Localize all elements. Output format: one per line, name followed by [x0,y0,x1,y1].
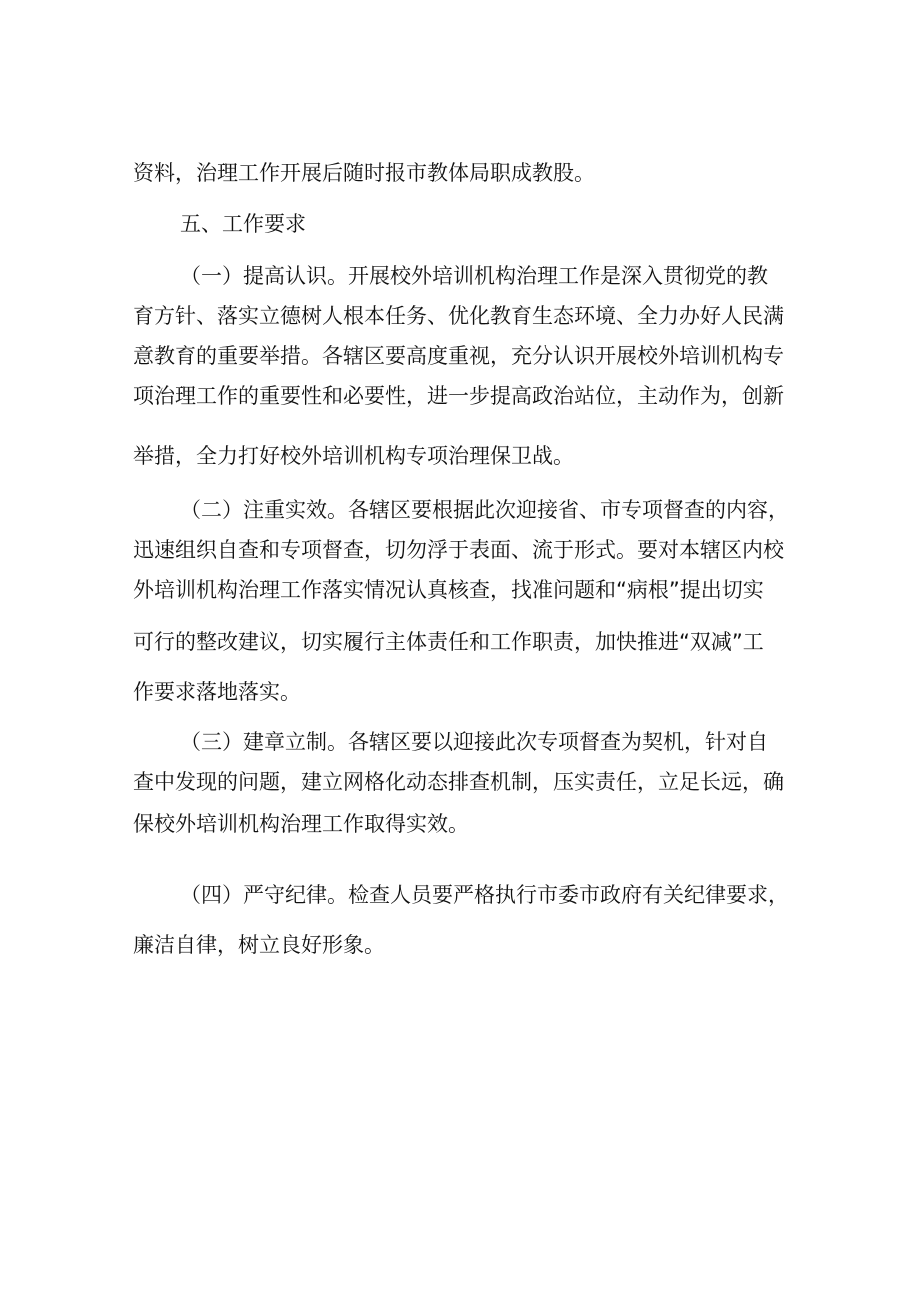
item-1-line-2: 育方针、落实立德树人根本任务、优化教育生态环境、全力办好人民满 [133,304,784,328]
text-line: 资料，治理工作开展后随时报市教体局职成教股。 [133,161,595,185]
section-heading: 五、工作要求 [180,212,306,236]
item-1-line-3: 意教育的重要举措。各辖区要高度重视，充分认识开展校外培训机构专 [133,344,784,368]
item-4-line-1: （四）严守纪律。检查人员要严格执行市委市政府有关纪律要求， [180,883,789,907]
item-1-line-1: （一）提高认识。开展校外培训机构治理工作是深入贯彻党的教 [180,264,768,288]
item-2-line-4: 可行的整改建议，切实履行主体责任和工作职责，加快推进“双减”工 [133,630,764,654]
item-1-line-5: 举措，全力打好校外培训机构专项治理保卫战。 [133,444,574,468]
item-2-line-1: （二）注重实效。各辖区要根据此次迎接省、市专项督查的内容， [180,498,789,522]
item-4-line-2: 廉洁自律，树立良好形象。 [133,933,385,957]
item-3-line-1: （三）建章立制。各辖区要以迎接此次专项督查为契机，针对自 [180,730,768,754]
item-3-line-3: 保校外培训机构治理工作取得实效。 [133,812,469,836]
item-2-line-2: 迅速组织自查和专项督查，切勿浮于表面、流于形式。要对本辖区内校 [133,538,784,562]
item-3-line-2: 查中发现的问题，建立网格化动态排查机制，压实责任，立足长远，确 [133,770,784,794]
item-2-line-3: 外培训机构治理工作落实情况认真核查，找准问题和“病根”提出切实 [133,578,764,602]
item-1-line-4: 项治理工作的重要性和必要性，进一步提高政治站位，主动作为，创新 [133,384,784,408]
item-2-line-5: 作要求落地落实。 [133,680,301,704]
